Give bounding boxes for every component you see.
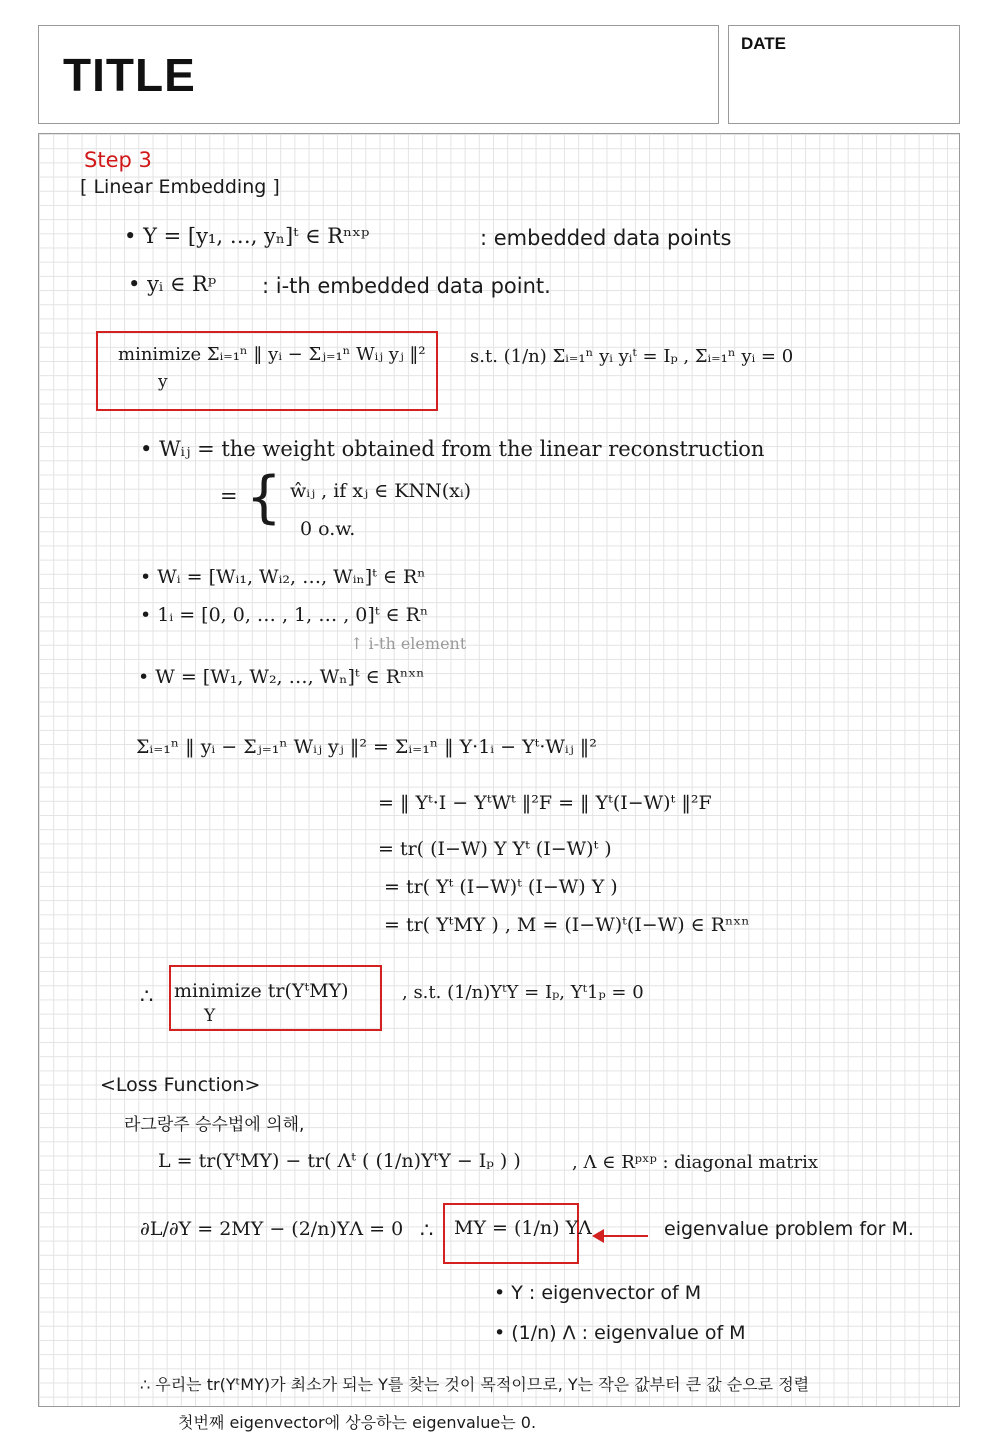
bullet-yi-formula: yᵢ ∈ Rᵖ bbox=[147, 272, 217, 296]
objective-constraint: s.t. (1/n) Σᵢ₌₁ⁿ yᵢ yᵢᵗ = Iₚ , Σᵢ₌₁ⁿ yᵢ = 0 bbox=[470, 346, 794, 367]
derivation-line-3: = tr( (I−W) Y Yᵗ (I−W)ᵗ ) bbox=[378, 838, 612, 860]
w-definition-text: Wᵢⱼ = the weight obtained from the linear reconstruction bbox=[159, 437, 765, 461]
partial-derivative: ∂L/∂Y = 2MY − (2/n)YΛ = 0 bbox=[140, 1218, 404, 1240]
conclusion-line-2: 첫번째 eigenvector에 상응하는 eigenvalue는 0. bbox=[178, 1413, 537, 1432]
eigenvalue-problem-label: eigenvalue problem for M. bbox=[664, 1218, 914, 1240]
lagrange-note: 라그랑주 승수법에 의해, bbox=[124, 1115, 305, 1135]
step-label: Step 3 bbox=[84, 148, 152, 172]
bullet-yi: • yᵢ ∈ Rᵖ bbox=[128, 272, 217, 296]
eigenvector-text: Y : eigenvector of M bbox=[511, 1282, 702, 1304]
left-arrow-icon bbox=[594, 1235, 648, 1237]
w-definition: • Wᵢⱼ = the weight obtained from the linear reconstruction bbox=[140, 437, 765, 461]
date-label: DATE bbox=[741, 34, 787, 53]
left-brace: { bbox=[246, 465, 282, 530]
bullet-y: • Y = [y₁, …, yₙ]ᵗ ∈ Rⁿˣᵖ bbox=[124, 224, 370, 248]
bullet-yi-desc: : i-th embedded data point. bbox=[262, 274, 551, 298]
objective-formula: minimize Σᵢ₌₁ⁿ ‖ yᵢ − Σⱼ₌₁ⁿ Wᵢⱼ yⱼ ‖² bbox=[118, 344, 426, 365]
lagrangian: L = tr(YᵗMY) − tr( Λᵗ ( (1/n)YᵗY − Iₚ ) ) bbox=[158, 1150, 521, 1172]
title-box bbox=[38, 25, 719, 124]
lambda-definition: , Λ ∈ Rᵖˣᵖ : diagonal matrix bbox=[572, 1152, 819, 1173]
section-title: [ Linear Embedding ] bbox=[80, 176, 280, 198]
eigenvalue-note: • (1/n) Λ : eigenvalue of M bbox=[494, 1322, 746, 1344]
final-constraint: , s.t. (1/n)YᵗY = Iₚ, Yᵗ1ₚ = 0 bbox=[402, 982, 644, 1003]
therefore-symbol: ∴ bbox=[140, 984, 154, 1008]
w-case-otherwise: 0 o.w. bbox=[300, 518, 356, 540]
equals-sign: = bbox=[220, 484, 238, 508]
W-matrix-definition: • W = [W₁, W₂, …, Wₙ]ᵗ ∈ Rⁿˣⁿ bbox=[138, 666, 425, 688]
wi-definition: • Wᵢ = [Wᵢ₁, Wᵢ₂, …, Wᵢₙ]ᵗ ∈ Rⁿ bbox=[140, 566, 426, 588]
loss-function-title: <Loss Function> bbox=[100, 1074, 261, 1096]
W-matrix-text: W = [W₁, W₂, …, Wₙ]ᵗ ∈ Rⁿˣⁿ bbox=[155, 666, 425, 688]
eigenvalue-text: (1/n) Λ : eigenvalue of M bbox=[511, 1322, 746, 1344]
eigen-equation: MY = (1/n) YΛ bbox=[454, 1217, 592, 1239]
wi-definition-text: Wᵢ = [Wᵢ₁, Wᵢ₂, …, Wᵢₙ]ᵗ ∈ Rⁿ bbox=[157, 566, 426, 588]
derivation-line-2: = ‖ Yᵗ·I − YᵗWᵗ ‖²F = ‖ Yᵗ(I−W)ᵗ ‖²F bbox=[378, 792, 712, 814]
page-title: TITLE bbox=[63, 49, 196, 101]
eigenvector-note: • Y : eigenvector of M bbox=[494, 1282, 702, 1304]
conclusion-line-1: ∴ 우리는 tr(YᵗMY)가 최소가 되는 Y를 찾는 것이 목적이므로, Y는 작은 값부터 큰 값 순으로 정렬 bbox=[140, 1375, 810, 1394]
bullet-y-formula: Y = [y₁, …, yₙ]ᵗ ∈ Rⁿˣᵖ bbox=[143, 224, 370, 248]
w-case-knn: ŵᵢⱼ , if xⱼ ∈ KNN(xᵢ) bbox=[290, 480, 472, 502]
one-vector-definition: • 1ᵢ = [0, 0, … , 1, … , 0]ᵗ ∈ Rⁿ bbox=[140, 604, 429, 626]
final-objective-formula: minimize tr(YᵗMY) bbox=[174, 980, 349, 1002]
derivation-line-1: Σᵢ₌₁ⁿ ‖ yᵢ − Σⱼ₌₁ⁿ Wᵢⱼ yⱼ ‖² = Σᵢ₌₁ⁿ ‖ Y·1ᵢ − Yᵗ·Wᵢⱼ ‖² bbox=[136, 736, 597, 758]
date-box bbox=[728, 25, 960, 124]
bullet-y-desc: : embedded data points bbox=[480, 226, 732, 250]
one-vector-text: 1ᵢ = [0, 0, … , 1, … , 0]ᵗ ∈ Rⁿ bbox=[157, 604, 429, 626]
derivation-line-5: = tr( YᵗMY ) , M = (I−W)ᵗ(I−W) ∈ Rⁿˣⁿ bbox=[384, 914, 750, 936]
final-objective-variable: Y bbox=[204, 1006, 216, 1026]
derivation-line-4: = tr( Yᵗ (I−W)ᵗ (I−W) Y ) bbox=[384, 876, 618, 898]
objective-box bbox=[96, 331, 438, 411]
objective-variable: y bbox=[158, 372, 168, 392]
ith-element-note: ↑ i-th element bbox=[350, 634, 467, 653]
therefore-symbol-2: ∴ bbox=[420, 1218, 434, 1242]
